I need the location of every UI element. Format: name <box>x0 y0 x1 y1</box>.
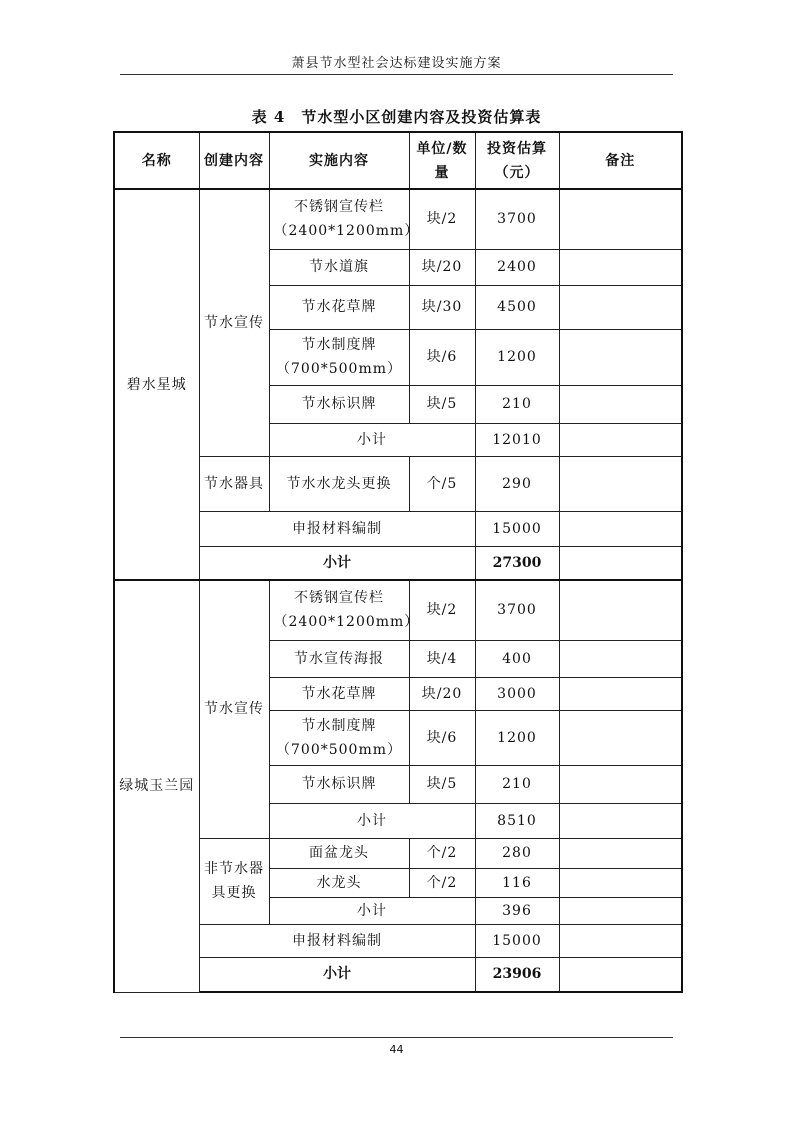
group-content: 非节水器具更换 <box>199 838 269 924</box>
subtotal-label: 小计 <box>269 897 475 924</box>
item-cell: 节水花草牌 <box>269 285 409 329</box>
remark-cell <box>559 249 682 285</box>
remark-cell <box>559 580 682 640</box>
item-cell: 节水制度牌（700*500mm） <box>269 710 409 765</box>
col-header-items: 实施内容 <box>269 132 409 189</box>
unit-cell: 个/2 <box>409 838 475 868</box>
unit-cell: 个/5 <box>409 456 475 511</box>
remark-cell <box>559 456 682 511</box>
subtotal-label: 小计 <box>269 423 475 456</box>
total-value: 27300 <box>475 546 559 580</box>
remark-cell <box>559 423 682 456</box>
report-row <box>114 924 682 957</box>
cost-cell: 3700 <box>475 189 559 249</box>
table-header-row <box>114 132 682 189</box>
unit-cell: 块/30 <box>409 285 475 329</box>
report-cost: 15000 <box>475 511 559 546</box>
table-row <box>114 580 682 640</box>
total-label: 小计 <box>199 546 475 580</box>
table-row <box>114 838 682 868</box>
total-value: 23906 <box>475 957 559 992</box>
item-cell: 节水标识牌 <box>269 385 409 423</box>
item-cell: 节水标识牌 <box>269 765 409 803</box>
cost-cell: 1200 <box>475 329 559 385</box>
total-row <box>114 957 682 992</box>
item-cell: 面盆龙头 <box>269 838 409 868</box>
remark-cell <box>559 765 682 803</box>
total-row <box>114 546 682 580</box>
cost-cell: 4500 <box>475 285 559 329</box>
report-cost: 15000 <box>475 924 559 957</box>
remark-cell <box>559 957 682 992</box>
remark-cell <box>559 868 682 897</box>
cost-cell: 210 <box>475 765 559 803</box>
remark-cell <box>559 897 682 924</box>
running-header-title: 萧县节水型社会达标建设实施方案 <box>291 56 502 71</box>
item-cell: 节水花草牌 <box>269 677 409 710</box>
item-cell: 节水道旗 <box>269 249 409 285</box>
subtotal-label: 小计 <box>269 803 475 838</box>
col-header-unit: 单位/数量 <box>409 132 475 189</box>
cost-cell: 2400 <box>475 249 559 285</box>
group-content: 节水宣传 <box>199 580 269 838</box>
page-number: 44 <box>389 1043 404 1056</box>
unit-cell: 块/2 <box>409 580 475 640</box>
subtotal-value: 8510 <box>475 803 559 838</box>
unit-cell: 块/6 <box>409 329 475 385</box>
remark-cell <box>559 838 682 868</box>
block-name: 碧水星城 <box>114 189 199 580</box>
remark-cell <box>559 640 682 677</box>
unit-cell: 个/2 <box>409 868 475 897</box>
footer-rule <box>120 1037 673 1038</box>
item-cell: 水龙头 <box>269 868 409 897</box>
block-name: 绿城玉兰园 <box>114 580 199 992</box>
cost-cell: 400 <box>475 640 559 677</box>
item-cell: 节水制度牌（700*500mm） <box>269 329 409 385</box>
remark-cell <box>559 803 682 838</box>
remark-cell <box>559 677 682 710</box>
col-header-content: 创建内容 <box>199 132 269 189</box>
cost-cell: 116 <box>475 868 559 897</box>
cost-cell: 210 <box>475 385 559 423</box>
remark-cell <box>559 924 682 957</box>
remark-cell <box>559 285 682 329</box>
remark-cell <box>559 710 682 765</box>
col-header-cost: 投资估算（元） <box>475 132 559 189</box>
report-label: 申报材料编制 <box>199 924 475 957</box>
item-cell: 不锈钢宣传栏（2400*1200mm） <box>269 580 409 640</box>
total-label: 小计 <box>199 957 475 992</box>
col-header-remark: 备注 <box>559 132 682 189</box>
cost-cell: 1200 <box>475 710 559 765</box>
unit-cell: 块/20 <box>409 249 475 285</box>
remark-cell <box>559 385 682 423</box>
header-rule <box>120 74 673 75</box>
unit-cell: 块/6 <box>409 710 475 765</box>
remark-cell <box>559 546 682 580</box>
report-label: 申报材料编制 <box>199 511 475 546</box>
cost-cell: 280 <box>475 838 559 868</box>
item-cell: 不锈钢宣传栏（2400*1200mm） <box>269 189 409 249</box>
unit-cell: 块/2 <box>409 189 475 249</box>
table-row <box>114 189 682 249</box>
remark-cell <box>559 189 682 249</box>
subtotal-value: 396 <box>475 897 559 924</box>
col-header-name: 名称 <box>114 132 199 189</box>
item-cell: 节水水龙头更换 <box>269 456 409 511</box>
unit-cell: 块/5 <box>409 765 475 803</box>
group-content: 节水器具 <box>199 456 269 511</box>
cost-cell: 3000 <box>475 677 559 710</box>
cost-cell: 290 <box>475 456 559 511</box>
unit-cell: 块/5 <box>409 385 475 423</box>
item-cell: 节水宣传海报 <box>269 640 409 677</box>
table-row <box>114 456 682 511</box>
report-row <box>114 511 682 546</box>
remark-cell <box>559 329 682 385</box>
unit-cell: 块/4 <box>409 640 475 677</box>
remark-cell <box>559 511 682 546</box>
subtotal-value: 12010 <box>475 423 559 456</box>
investment-table <box>113 131 683 993</box>
cost-cell: 3700 <box>475 580 559 640</box>
unit-cell: 块/20 <box>409 677 475 710</box>
group-content: 节水宣传 <box>199 189 269 456</box>
table-caption: 表 4 节水型小区创建内容及投资估算表 <box>251 108 542 126</box>
